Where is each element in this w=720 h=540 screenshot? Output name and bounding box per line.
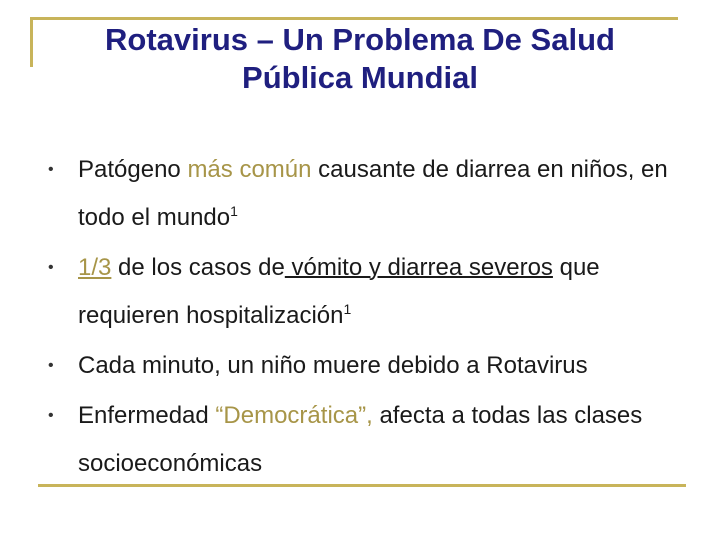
bullet-dot-icon: •: [48, 259, 54, 276]
bullet-1-footnote: 1: [230, 203, 238, 219]
bullet-4-highlight: “Democrática”,: [215, 402, 373, 429]
footer-rule: [38, 484, 686, 487]
bullet-item-2: [48, 244, 688, 340]
bullet-dot-icon: •: [48, 407, 54, 424]
bullet-2-mid: de los casos de: [111, 254, 285, 281]
bullet-dot-icon: •: [48, 357, 54, 374]
slide-title-line-2: Pública Mundial: [242, 60, 478, 95]
bullet-1-highlight: más común: [187, 156, 312, 183]
slide-title-line-1: Rotavirus – Un Problema De Salud: [105, 22, 615, 57]
bullet-1-post: causante de diarrea en niños, en todo el mundo: [78, 156, 668, 231]
bullet-4-pre: Enfermedad: [78, 402, 216, 429]
bullet-item-1: [48, 146, 688, 242]
bullet-3-text: Cada minuto, un niño muere debido a Rotavirus: [78, 352, 588, 379]
bullet-item-4: [48, 392, 688, 488]
bullet-2-post: que requieren hospitalización: [78, 254, 600, 329]
bullet-2-footnote: 1: [343, 301, 352, 317]
title-frame-left-line: [30, 17, 33, 67]
bullet-list: [48, 146, 688, 490]
bullet-4-post: afecta a todas las clases socioeconómicas: [78, 402, 643, 477]
title-frame-top-line: [30, 17, 678, 20]
bullet-dot-icon: •: [48, 161, 54, 178]
bullet-1-pre: Patógeno: [78, 156, 188, 183]
bullet-item-3: [48, 342, 688, 390]
bullet-2-highlight: 1/3: [78, 254, 112, 281]
bullet-2-underlined: vómito y diarrea severos: [284, 254, 553, 281]
slide-title: [40, 21, 680, 97]
